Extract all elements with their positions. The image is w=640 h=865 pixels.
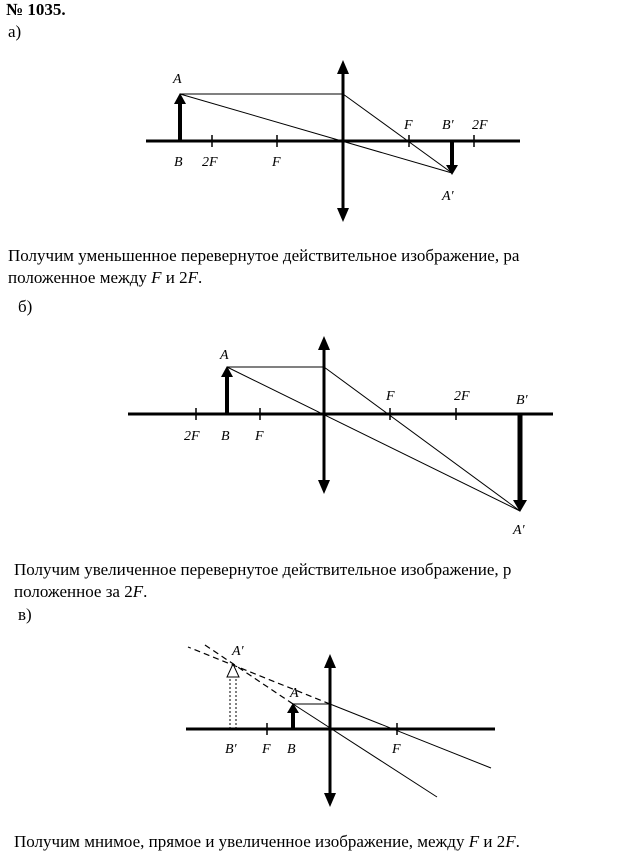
ray-center-a xyxy=(180,94,452,173)
part-a-text-line-1: Получим уменьшенное перевернутое действительное изображение, ра xyxy=(8,246,520,265)
label-a-2F-left: 2F xyxy=(202,155,218,170)
label-c-B-img: B′ xyxy=(225,742,237,757)
label-c-F-left: F xyxy=(262,742,271,757)
diagram-a xyxy=(146,60,520,222)
part-b-t2b: F xyxy=(132,582,144,601)
part-c-t1b: F xyxy=(468,832,480,851)
label-a-A: A xyxy=(173,72,182,87)
object-arrow-b-head xyxy=(221,366,233,377)
label-a-A-img: A′ xyxy=(442,189,454,204)
label-b-F-left: F xyxy=(255,429,264,444)
lens-c-top-arrow xyxy=(324,654,336,668)
label-b-B-img: B′ xyxy=(516,393,528,408)
virtual-image-head xyxy=(227,664,239,677)
diagram-c xyxy=(186,643,495,807)
image-arrow-b-head xyxy=(513,500,527,512)
part-c-t1e: . xyxy=(515,832,520,851)
label-c-B: B xyxy=(287,742,296,757)
ray-refracted-a xyxy=(343,94,452,173)
label-b-F-right: F xyxy=(386,389,395,404)
label-b-2F-right: 2F xyxy=(454,389,470,404)
problem-number: № 1035. xyxy=(6,0,66,19)
lens-a-top-arrow xyxy=(337,60,349,74)
ray-center-b xyxy=(227,367,520,511)
part-a-t2a: положенное между xyxy=(8,268,152,287)
label-c-A-img: A′ xyxy=(232,644,244,659)
ray-refracted-c xyxy=(330,704,491,768)
label-a-F-left: F xyxy=(272,155,281,170)
label-a-B: B xyxy=(174,155,183,170)
part-b-text-line-1: Получим увеличенное перевернутое действительное изображение, р xyxy=(14,560,512,579)
ray-refracted-b xyxy=(324,367,520,511)
ray-extension-1 xyxy=(188,647,330,704)
part-c-label: в) xyxy=(18,605,32,624)
part-c-t1a: Получим мнимое, прямое и увеличенное изображение, между xyxy=(14,832,469,851)
part-b-t2a: положенное за 2 xyxy=(14,582,133,601)
label-b-A: A xyxy=(220,348,229,363)
part-b-label: б) xyxy=(18,297,33,316)
label-b-B: B xyxy=(221,429,230,444)
lens-a-bottom-arrow xyxy=(337,208,349,222)
label-c-F-right: F xyxy=(392,742,401,757)
object-arrow-a-head xyxy=(174,93,186,104)
part-c-t1c: и 2 xyxy=(479,832,506,851)
part-a-t2c: и 2 xyxy=(161,268,188,287)
label-b-2F-left: 2F xyxy=(184,429,200,444)
lens-b-bottom-arrow xyxy=(318,480,330,494)
part-c-text-line-1 xyxy=(14,831,520,853)
diagram-b xyxy=(128,336,553,538)
part-a-text-line-2 xyxy=(8,267,202,289)
part-b-text-line-2 xyxy=(14,581,147,603)
part-c-t1d: F xyxy=(505,832,516,851)
label-b-A-img: A′ xyxy=(513,523,525,538)
part-a-label: а) xyxy=(8,22,22,41)
label-c-A: A xyxy=(290,686,299,701)
label-a-B-img: B′ xyxy=(442,118,454,133)
part-a-t2e: . xyxy=(198,268,203,287)
ray-extension-2 xyxy=(202,643,293,704)
lens-c-bottom-arrow xyxy=(324,793,336,807)
part-a-t2d: F xyxy=(187,268,199,287)
part-b-t2c: . xyxy=(143,582,148,601)
label-a-2F-right: 2F xyxy=(472,118,488,133)
part-a-t2b: F xyxy=(151,268,162,287)
label-a-F-right: F xyxy=(404,118,413,133)
lens-b-top-arrow xyxy=(318,336,330,350)
